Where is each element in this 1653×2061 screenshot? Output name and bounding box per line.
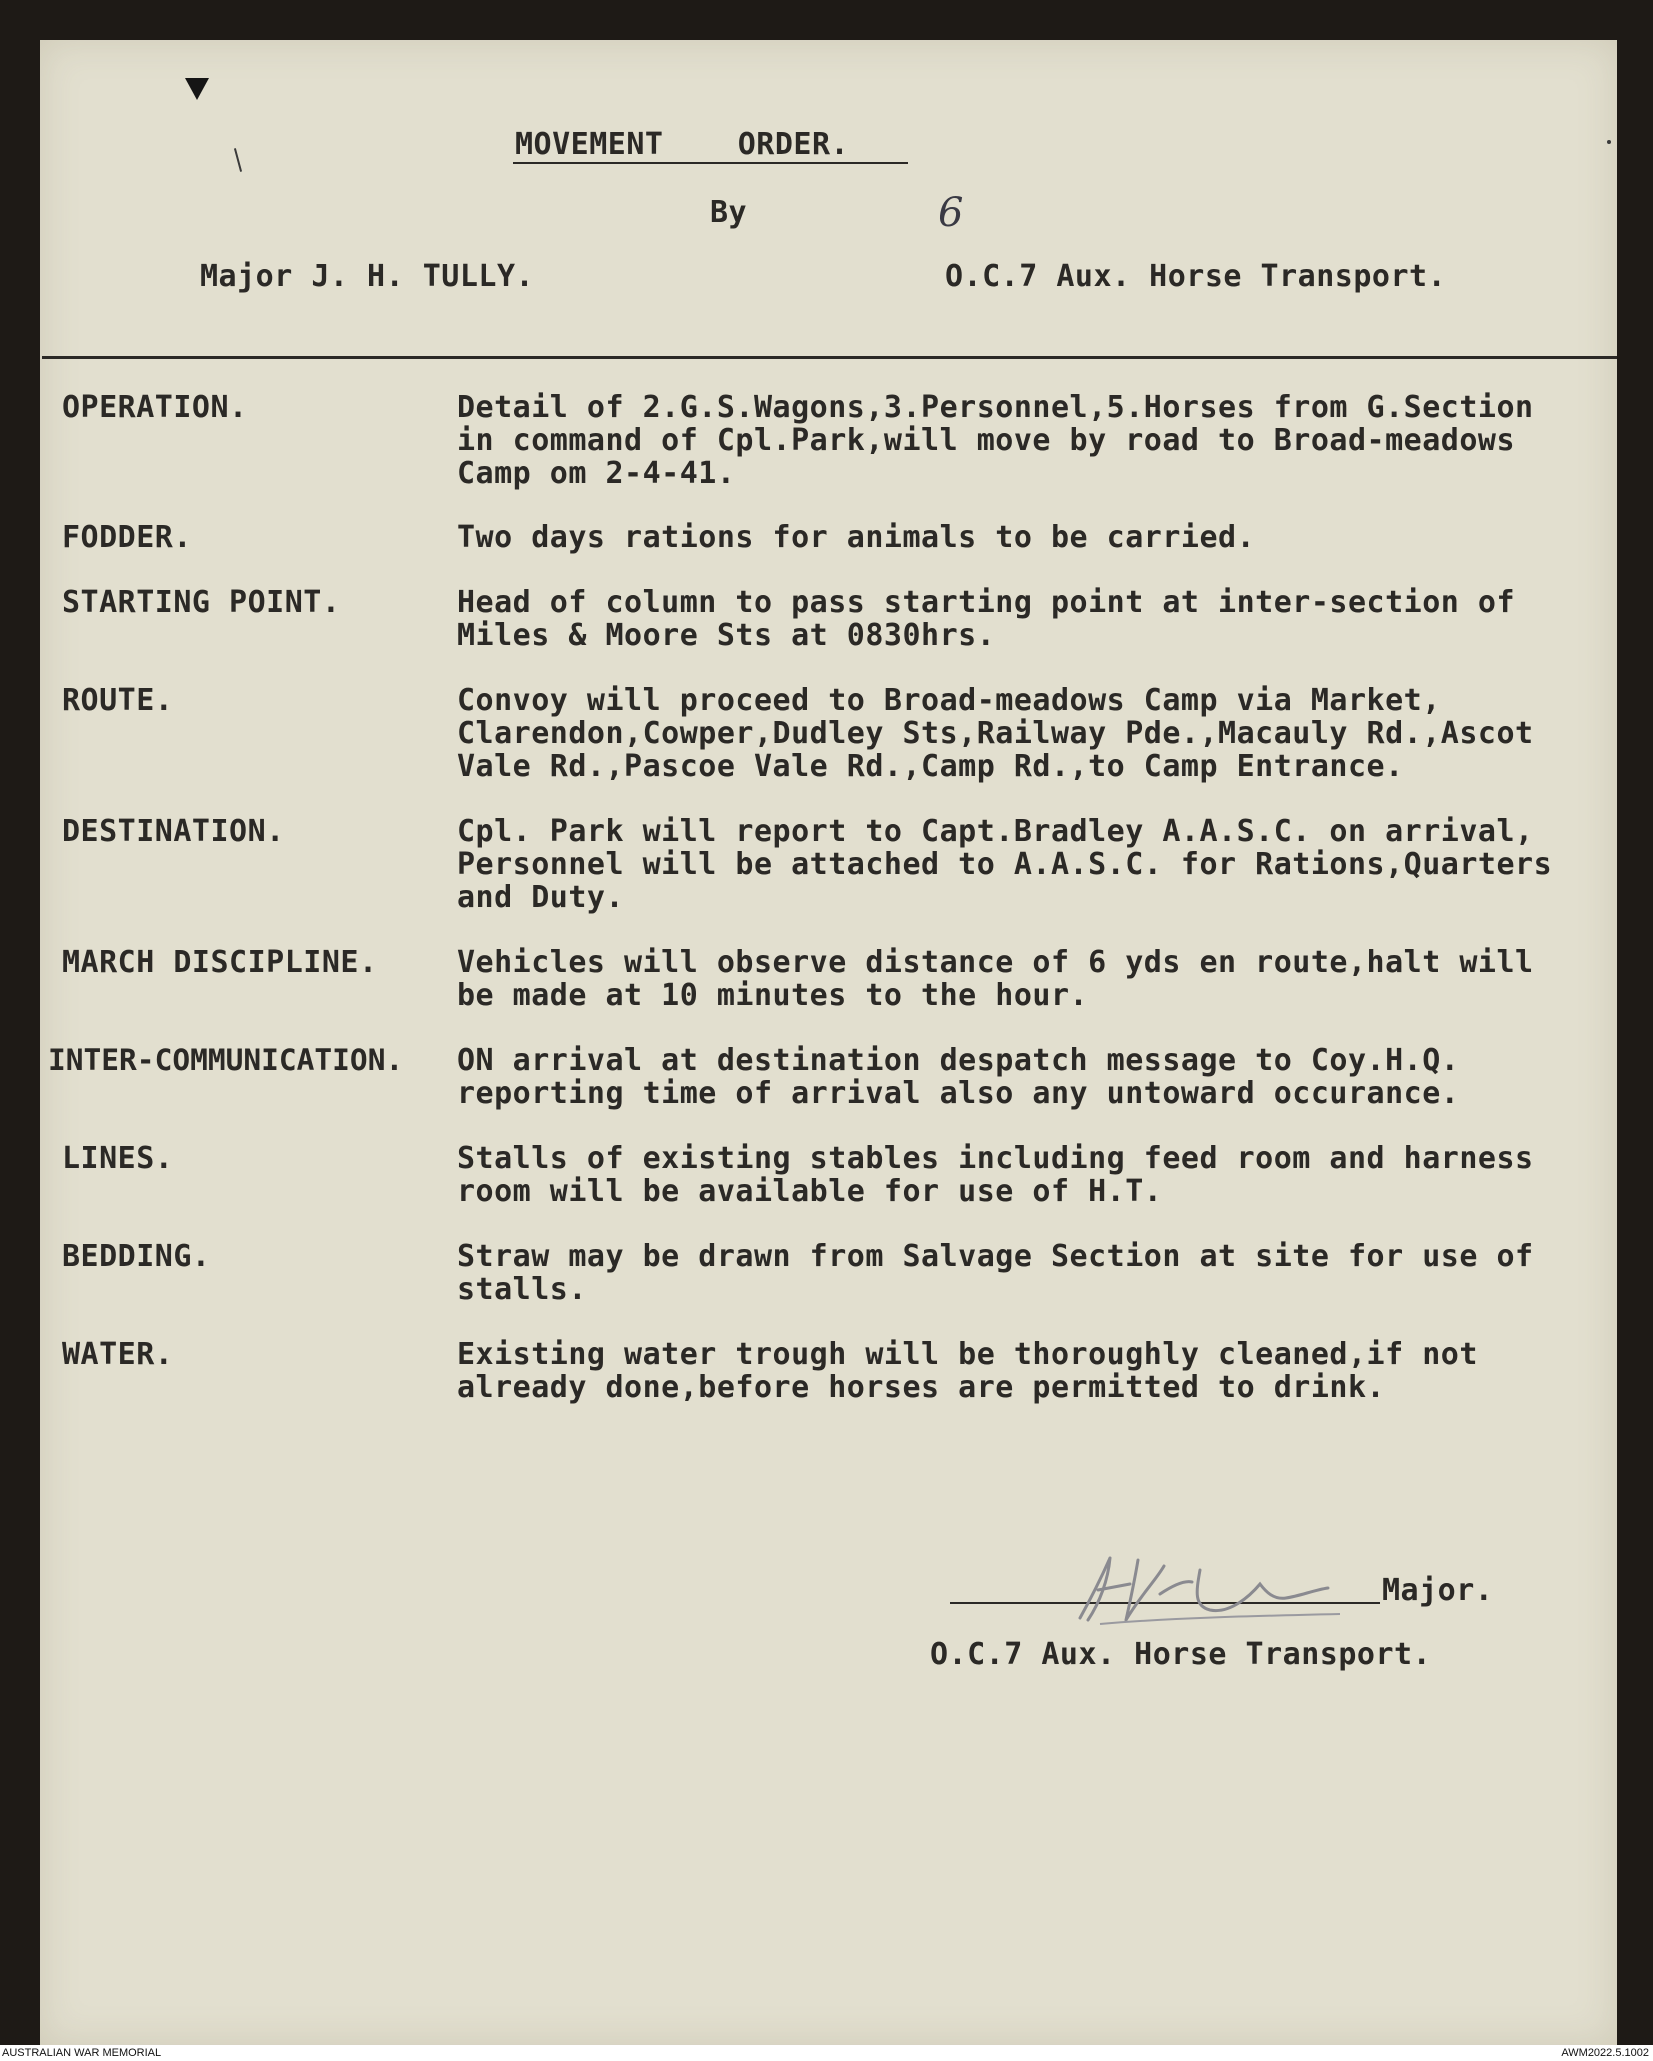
header-divider — [42, 356, 1617, 359]
text-line: Two days rations for animals to be carried. — [457, 520, 1256, 555]
handwritten-page-number: 6 — [938, 190, 964, 236]
title-underline — [513, 162, 908, 164]
text-line: reporting time of arrival also any untoward occurance. — [457, 1076, 1460, 1111]
section-label-bedding: BEDDING. — [62, 1239, 211, 1274]
section-label-destination: DESTINATION. — [62, 814, 285, 849]
issuer-unit: O.C.7 Aux. Horse Transport. — [945, 259, 1447, 294]
by-label: By — [710, 195, 748, 230]
section-text-destination — [457, 815, 1552, 914]
text-line: already done,before horses are permitted to drink. — [457, 1370, 1386, 1405]
section-text-fodder — [457, 521, 1255, 554]
text-line: room will be available for use of H.T. — [457, 1174, 1163, 1209]
text-line: Cpl. Park will report to Capt.Bradley A.A.S.C. on arrival, — [457, 814, 1534, 849]
section-label-march-discipline: MARCH DISCIPLINE. — [62, 945, 378, 980]
handwritten-signature — [1060, 1540, 1360, 1630]
text-line: Clarendon,Cowper,Dudley Sts,Railway Pde.,Macauly Rd.,Ascot — [457, 716, 1534, 751]
section-label-inter-communication: INTER-COMMUNICATION. — [48, 1043, 404, 1077]
text-line: be made at 10 minutes to the hour. — [457, 978, 1089, 1013]
page-mark — [1607, 140, 1611, 144]
section-text-lines — [457, 1142, 1534, 1208]
text-line: Detail of 2.G.S.Wagons,3.Personnel,5.Horses from G.Section — [457, 390, 1534, 425]
section-text-starting-point — [457, 586, 1515, 652]
text-line: Miles & Moore Sts at 0830hrs. — [457, 618, 996, 653]
text-line: Vale Rd.,Pascoe Vale Rd.,Camp Rd.,to Camp Entrance. — [457, 749, 1404, 784]
section-label-lines: LINES. — [62, 1141, 174, 1176]
archive-credit: AUSTRALIAN WAR MEMORIAL — [2, 2047, 162, 2059]
section-text-bedding — [457, 1240, 1534, 1306]
section-label-route: ROUTE. — [62, 683, 174, 718]
text-line: and Duty. — [457, 880, 625, 915]
document-title: MOVEMENT ORDER. — [515, 127, 850, 162]
text-line: Existing water trough will be thoroughly cleaned,if not — [457, 1337, 1478, 1372]
section-text-march-discipline — [457, 946, 1534, 1012]
signature-unit: O.C.7 Aux. Horse Transport. — [930, 1637, 1432, 1672]
text-line: in command of Cpl.Park,will move by road to Broad-meadows — [457, 423, 1516, 458]
section-text-water — [457, 1338, 1478, 1404]
section-text-operation — [457, 391, 1534, 490]
text-line: stalls. — [457, 1272, 587, 1307]
section-label-water: WATER. — [62, 1337, 174, 1372]
section-label-operation: OPERATION. — [62, 390, 248, 425]
signature-rank: Major. — [1382, 1573, 1494, 1608]
section-label-fodder: FODDER. — [62, 520, 192, 555]
text-line: Head of column to pass starting point at inter-section of — [457, 585, 1516, 620]
text-line: Vehicles will observe distance of 6 yds en route,halt will — [457, 945, 1534, 980]
text-line: Stalls of existing stables including feed room and harness — [457, 1141, 1534, 1176]
text-line: Personnel will be attached to A.A.S.C. for Rations,Quarters — [457, 847, 1553, 882]
text-line: Convoy will proceed to Broad-meadows Camp via Market, — [457, 683, 1441, 718]
archive-reference: AWM2022.5.1002 — [1561, 2047, 1649, 2059]
arrow-mark-icon — [185, 78, 209, 100]
issuer-name: Major J. H. TULLY. — [200, 259, 535, 294]
section-text-inter-communication — [457, 1044, 1459, 1110]
section-text-route — [457, 684, 1534, 783]
text-line: Camp om 2-4-41. — [457, 456, 736, 491]
text-line: ON arrival at destination despatch message to Coy.H.Q. — [457, 1043, 1460, 1078]
text-line: Straw may be drawn from Salvage Section at site for use of — [457, 1239, 1534, 1274]
section-label-starting-point: STARTING POINT. — [62, 585, 341, 620]
